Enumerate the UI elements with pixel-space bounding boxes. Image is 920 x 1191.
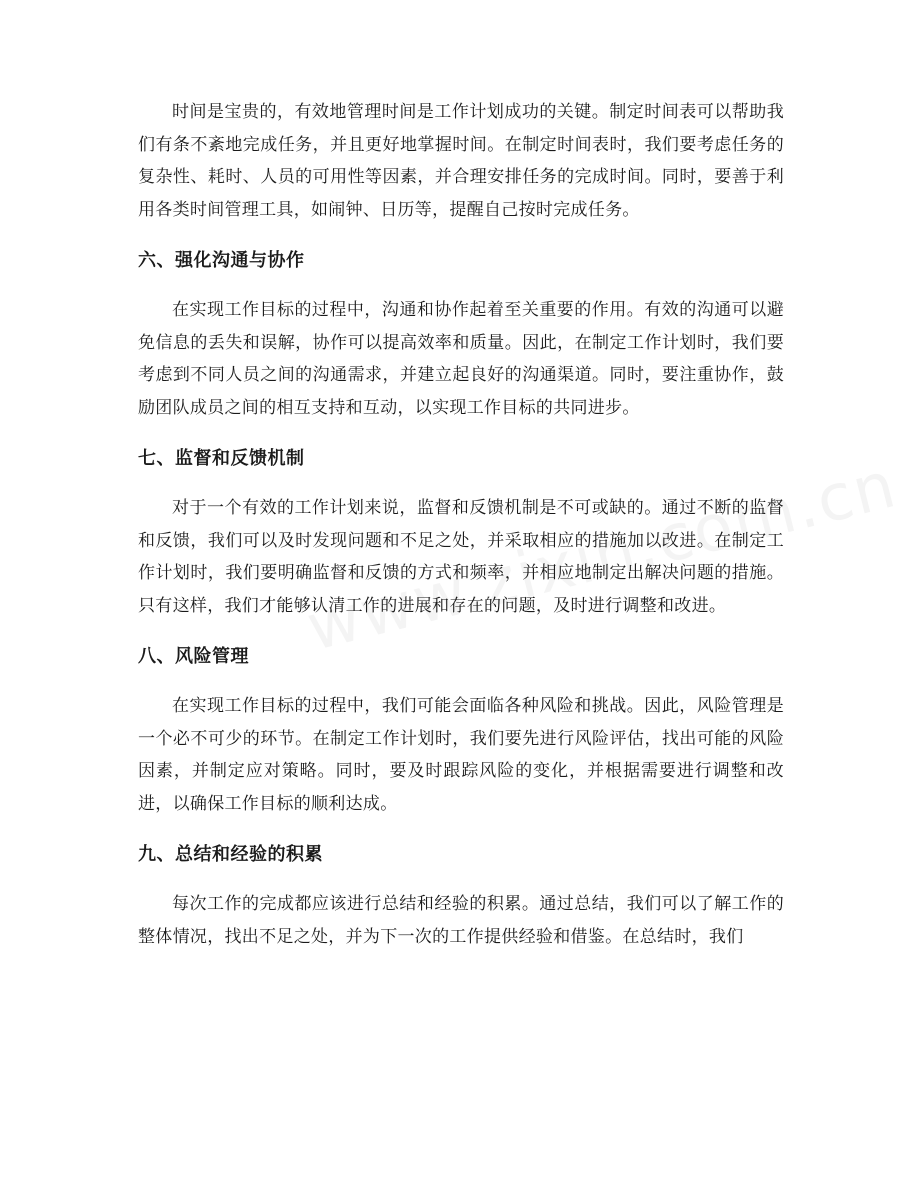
heading-communication: 六、强化沟通与协作 bbox=[138, 250, 305, 271]
heading-risk: 八、风险管理 bbox=[138, 646, 249, 667]
paragraph-supervision: 对于一个有效的工作计划来说，监督和反馈机制是不可或缺的。通过不断的监督和反馈，我们可以及时发现问题和不足之处，并采取相应的措施加以改进。在制定工作计划时，我们要明确监督和反馈的方式和频率，并相应地制定出解决问题的措施。只有这样，我们才能够认清工作的进展和存在的问题，及时进行调整和改进。 bbox=[138, 498, 784, 616]
paragraph-time-management: 时间是宝贵的，有效地管理时间是工作计划成功的关键。制定时间表可以帮助我们有条不紊地完成任务，并且更好地掌握时间。在制定时间表时，我们要考虑任务的复杂性、耗时、人员的可用性等因素，并合理安排任务的完成时间。同时，要善于利用各类时间管理工具，如闹钟、日历等，提醒自己按时完成任务。 bbox=[138, 102, 784, 220]
paragraph-risk: 在实现工作目标的过程中，我们可能会面临各种风险和挑战。因此，风险管理是一个必不可少的环节。在制定工作计划时，我们要先进行风险评估，找出可能的风险因素，并制定应对策略。同时，要及时跟踪风险的变化，并根据需要进行调整和改进，以确保工作目标的顺利达成。 bbox=[138, 696, 784, 814]
document-page bbox=[138, 96, 784, 953]
paragraph-communication: 在实现工作目标的过程中，沟通和协作起着至关重要的作用。有效的沟通可以避免信息的丢失和误解，协作可以提高效率和质量。因此，在制定工作计划时，我们要考虑到不同人员之间的沟通需求，并建立起良好的沟通渠道。同时，要注重协作，鼓励团队成员之间的相互支持和互动，以实现工作目标的共同进步。 bbox=[138, 300, 784, 418]
heading-supervision: 七、监督和反馈机制 bbox=[138, 448, 305, 469]
heading-summary: 九、总结和经验的积累 bbox=[138, 844, 323, 865]
paragraph-summary: 每次工作的完成都应该进行总结和经验的积累。通过总结，我们可以了解工作的整体情况，找出不足之处，并为下一次的工作提供经验和借鉴。在总结时，我们 bbox=[138, 894, 784, 947]
